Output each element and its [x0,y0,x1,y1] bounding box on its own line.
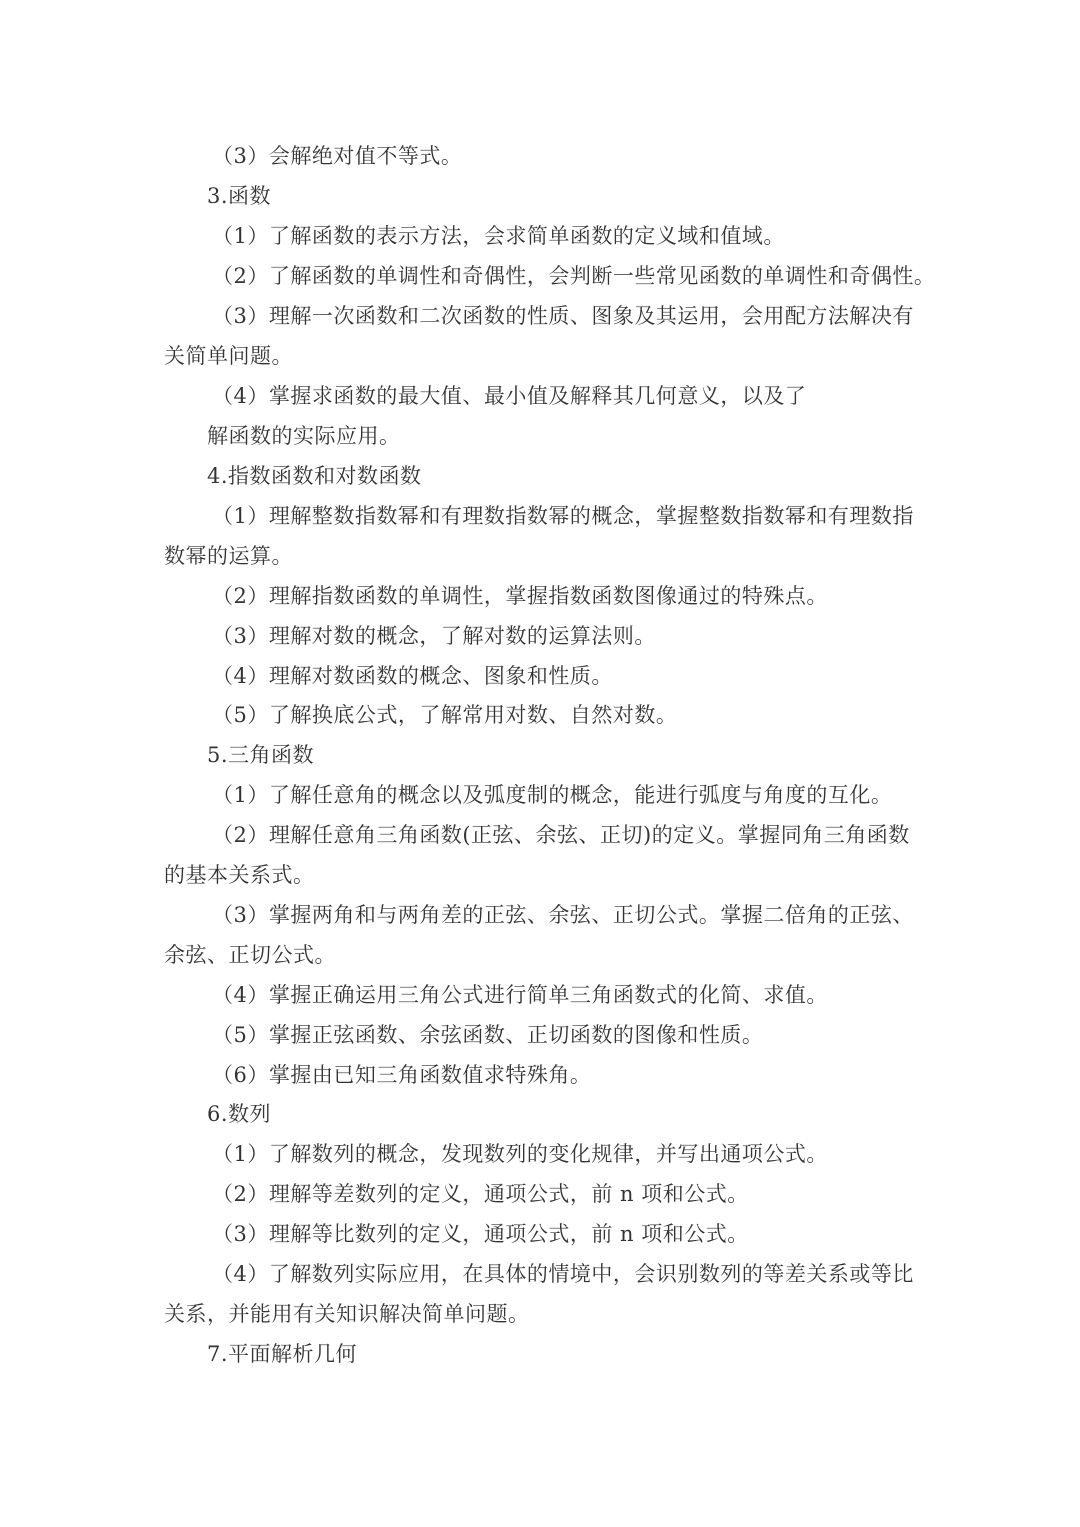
item-trig-1: （1）了解任意角的概念以及弧度制的概念，能进行弧度与角度的互化。 [212,783,893,807]
item-functions-4-continued: 解函数的实际应用。 [207,424,401,448]
item-functions-3: （3）理解一次函数和二次函数的性质、图象及其运用，会用配方法解决有 [212,304,914,328]
item-trig-2: （2）理解任意角三角函数(正弦、余弦、正切)的定义。掌握同角三角函数 [212,823,910,847]
section-heading-analytic-geometry: 7.平面解析几何 [207,1342,358,1366]
item-sequences-4: （4）了解数列实际应用，在具体的情境中，会识别数列的等差关系或等比 [212,1262,914,1286]
item-sequences-1: （1）了解数列的概念，发现数列的变化规律，并写出通项公式。 [212,1142,828,1166]
item-sequences-2: （2）理解等差数列的定义，通项公式，前 n 项和公式。 [212,1182,749,1206]
item-exp-log-1-continued: 数幂的运算。 [164,544,293,568]
item-sequences-3: （3）理解等比数列的定义，通项公式，前 n 项和公式。 [212,1222,749,1246]
item-functions-2: （2）了解函数的单调性和奇偶性，会判断一些常见函数的单调性和奇偶性。 [212,264,936,288]
item-exp-log-1: （1）理解整数指数幂和有理数指数幂的概念，掌握整数指数幂和有理数指 [212,504,914,528]
item-trig-3: （3）掌握两角和与两角差的正弦、余弦、正切公式。掌握二倍角的正弦、 [212,903,914,927]
section-heading-sequences: 6.数列 [207,1102,272,1126]
item-trig-5: （5）掌握正弦函数、余弦函数、正切函数的图像和性质。 [212,1023,764,1047]
item-functions-1: （1）了解函数的表示方法，会求简单函数的定义域和值域。 [212,224,785,248]
item-exp-log-4: （4）理解对数函数的概念、图象和性质。 [212,664,613,688]
item-functions-3-continued: 关简单问题。 [164,344,293,368]
item-trig-3-continued: 余弦、正切公式。 [164,943,336,967]
item-exp-log-5: （5）了解换底公式，了解常用对数、自然对数。 [212,703,678,727]
item-functions-4: （4）掌握求函数的最大值、最小值及解释其几何意义，以及了 [212,384,807,408]
item-trig-2-continued: 的基本关系式。 [164,863,315,887]
item-sequences-4-continued: 关系，并能用有关知识解决简单问题。 [164,1302,530,1326]
item-trig-4: （4）掌握正确运用三角公式进行简单三角函数式的化简、求值。 [212,983,828,1007]
item-exp-log-2: （2）理解指数函数的单调性，掌握指数函数图像通过的特殊点。 [212,584,828,608]
section-heading-functions: 3.函数 [207,184,272,208]
item-trig-6: （6）掌握由已知三角函数值求特殊角。 [212,1063,592,1087]
section-heading-exp-log: 4.指数函数和对数函数 [207,464,422,488]
section-heading-trig: 5.三角函数 [207,743,315,767]
item-exp-log-3: （3）理解对数的概念，了解对数的运算法则。 [212,624,656,648]
item-abs-inequality: （3）会解绝对值不等式。 [212,144,463,168]
